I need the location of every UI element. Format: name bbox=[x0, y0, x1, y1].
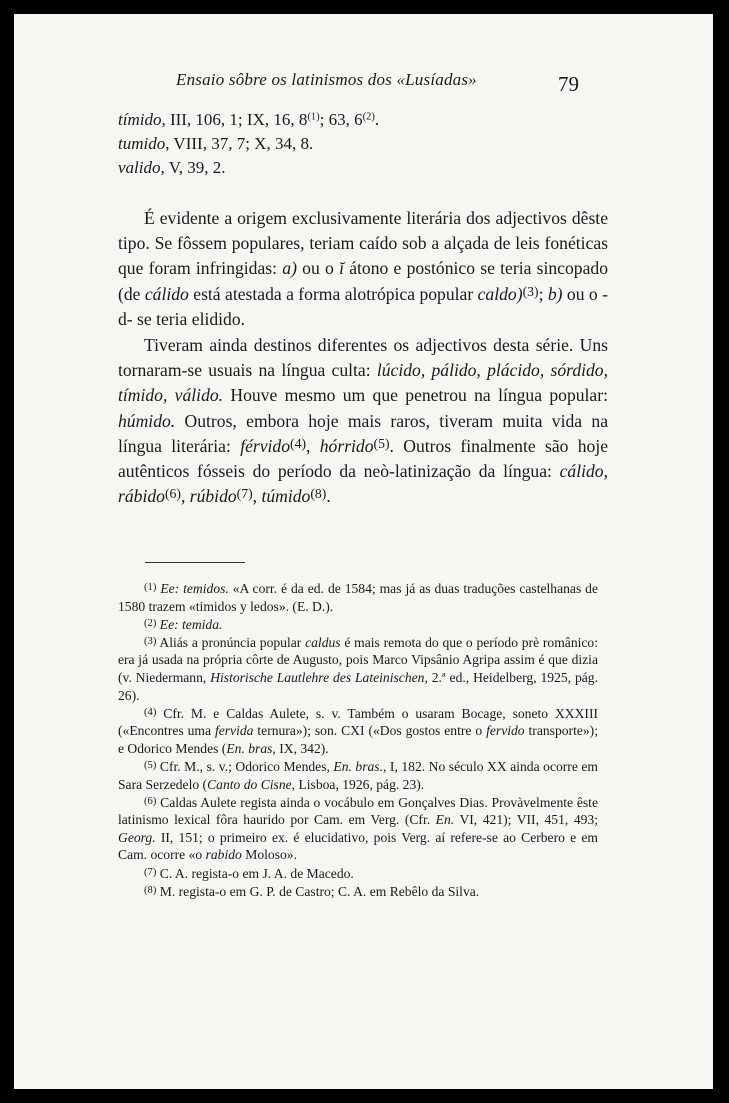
footnote-ref: (3) bbox=[522, 283, 539, 299]
footnote-2: $^{(2)}$ Ee: temida. bbox=[144, 616, 223, 632]
footnote-ref: (7) bbox=[236, 486, 253, 502]
paragraph-2: Tiveram ainda destinos diferentes os adjectivos desta série. Uns tornaram-se usuais na língua culta: lúcido, pálido, plácido, sórdido, tímido, válido. Houve mesmo um que penetrou na língua popular: húmido. Outros, embora hoje mais raros, tiveram muita vida na língua literária: férvido$^{(4)}$, hórrido$^{(5)}$. Outros finalmente são hoje autênticos fósseis do período da neò-latinização da língua: cálido, rábido$^{(6)}$, rúbido$^{(7)}$, túmido$^{(8)}$. bbox=[118, 335, 609, 507]
page-header bbox=[14, 70, 713, 98]
paragraph-1: É evidente a origem exclusivamente literária dos adjectivos dêste tipo. Se fôssem populares, teriam caído sob a alçada de leis fonéticas que foram infringidas: a) ou o ĭ átono e postónico se teria sincopado (de cálido está atestada a forma alotrópica popular caldo)$^{(3)}$; b) ou o -d- se teria elidido. bbox=[118, 208, 608, 329]
footnote-6: $^{(6)}$ Caldas Aulete regista ainda o vocábulo em Gonçalves Dias. Provàvelmente êste latinismo lexical fôra haurido por Cam. em Verg. (Cfr. En. VI, 421); VII, 451, 493; Georg. II, 151; o primeiro ex. é elucidativo, pois Verg. aí refere-se ao Cerbero e em Cam. ocorre «o rabido Moloso». bbox=[118, 794, 598, 863]
list-item-valido: valido, V, 39, 2. bbox=[118, 158, 226, 177]
word-occurrence-list bbox=[118, 108, 608, 180]
footnote-ref: (6) bbox=[164, 486, 181, 502]
page-number: 79 bbox=[558, 72, 579, 96]
footnote-ref: (2) bbox=[362, 111, 375, 123]
footnote-ref: (4) bbox=[290, 435, 307, 451]
footnote-7: $^{(7)}$ C. A. regista-o em J. A. de Macedo. bbox=[144, 865, 354, 881]
footnote-1: $^{(1)}$ Ee: temidos. «A corr. é da ed. de 1584; mas já as duas traduções castelhanas de 1580 trazem «timidos y ledos». (E. D.). bbox=[118, 581, 599, 614]
book-page bbox=[14, 14, 713, 1089]
footnotes bbox=[118, 580, 598, 900]
footnote-3: $^{(3)}$ Aliás a pronúncia popular caldus é mais remota do que o período prè românico: era já usada na própria côrte de Augusto, pois Marco Vipsânio Agripa assim é que dizia (v. Niedermann, Historische Lautlehre des Lateinischen, 2.ª ed., Heidelberg, 1925, pág. 26). bbox=[118, 634, 599, 703]
footnote-ref: (5) bbox=[373, 435, 390, 451]
footnote-8: $^{(8)}$ M. regista-o em G. P. de Castro; C. A. em Rebêlo da Silva. bbox=[144, 883, 480, 899]
list-item-tumido: tumido, VIII, 37, 7; X, 34, 8. bbox=[118, 134, 314, 153]
footnote-5: $^{(5)}$ Cfr. M., s. v.; Odorico Mendes, En. bras., I, 182. No século XX ainda ocorre em Sara Serzedelo (Canto do Cisne, Lisboa, 1926, pág. 23). bbox=[118, 758, 598, 792]
list-item-timido: tímido, III, 106, 1; IX, 16, 8$^{(1)}$; 63, 6$^{(2)}$. bbox=[118, 110, 380, 129]
footnote-4: $^{(4)}$ Cfr. M. e Caldas Aulete, s. v. Também o usaram Bocage, soneto XXXIII («Encontres uma fervida ternura»); son. CXI («Dos gostos entre o fervido transporte»); e Odorico Mendes (En. bras, IX, 342). bbox=[118, 705, 598, 756]
body-text bbox=[118, 206, 608, 509]
footnote-ref: (1) bbox=[307, 111, 320, 123]
footnote-ref: (8) bbox=[310, 486, 327, 502]
list-word: tímido, bbox=[118, 110, 166, 129]
footnote-divider bbox=[145, 562, 245, 563]
list-word: tumido, bbox=[118, 134, 170, 153]
list-word: valido, bbox=[118, 158, 165, 177]
running-title: Ensaio sôbre os latinismos dos «Lusíadas» bbox=[176, 70, 477, 89]
